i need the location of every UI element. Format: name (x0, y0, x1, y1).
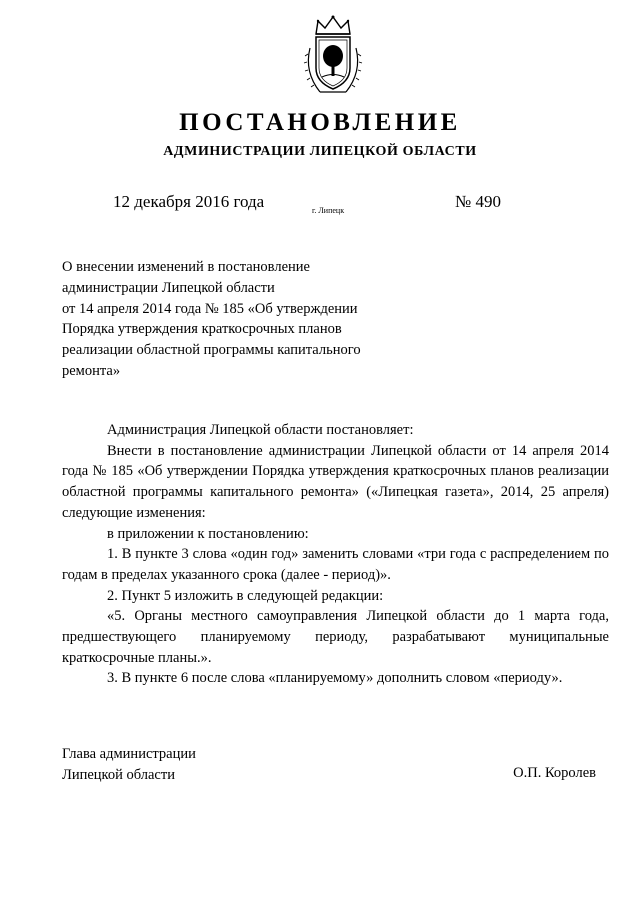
document-date: 12 декабря 2016 года (113, 192, 265, 211)
subject-line: администрации Липецкой области (62, 279, 275, 296)
document-body (62, 420, 609, 689)
subject-line: реализации областной программы капитального (62, 342, 361, 359)
subject-line: О внесении изменений в постановление (62, 259, 310, 275)
signatory-position-line: Липецкой области (62, 766, 175, 783)
signatory-position-line: Глава администрации (62, 746, 196, 762)
body-paragraph: 3. В пункте 6 после слова «планируемому» дополнить словом «периоду». (107, 670, 563, 687)
body-paragraph: 1. В пункте 3 слова «один год» заменить словами «три года с распределением по годам в пределах указанного срока (далее - период)». (62, 546, 609, 583)
body-paragraph: в приложении к постановлению: (107, 525, 309, 542)
body-paragraph: 2. Пункт 5 изложить в следующей редакции: (107, 587, 384, 604)
document-place: г. Липецк (312, 206, 345, 215)
body-paragraph: Внести в постановление администрации Липецкой области от 14 апреля 2014 года № 185 «Об утверждении Порядка утверждения краткосрочных планов реализации областной программы капитального ремонта» («Липецкая газета», 2014, 25 апреля) следующие изменения: (62, 442, 609, 521)
subject-line: ремонта» (62, 362, 121, 379)
document-title: ПОСТАНОВЛЕНИЕ (179, 109, 461, 136)
document-subject (62, 257, 361, 382)
signatory-position (62, 744, 196, 785)
body-paragraph: Администрация Липецкой области постановляет: (107, 422, 414, 438)
document-number: № 490 (455, 192, 501, 211)
signatory-name: О.П. Королев (513, 764, 596, 781)
body-paragraph: «5. Органы местного самоуправления Липецкой области до 1 марта года, предшествующего планируемому периоду, разрабатывают муниципальные краткосрочные планы.». (62, 608, 609, 666)
subject-line: от 14 апреля 2014 года № 185 «Об утверждении (62, 300, 358, 317)
coat-of-arms-icon (302, 14, 364, 98)
issuing-authority: АДМИНИСТРАЦИИ ЛИПЕЦКОЙ ОБЛАСТИ (163, 144, 477, 159)
subject-line: Порядка утверждения краткосрочных планов (62, 321, 342, 338)
